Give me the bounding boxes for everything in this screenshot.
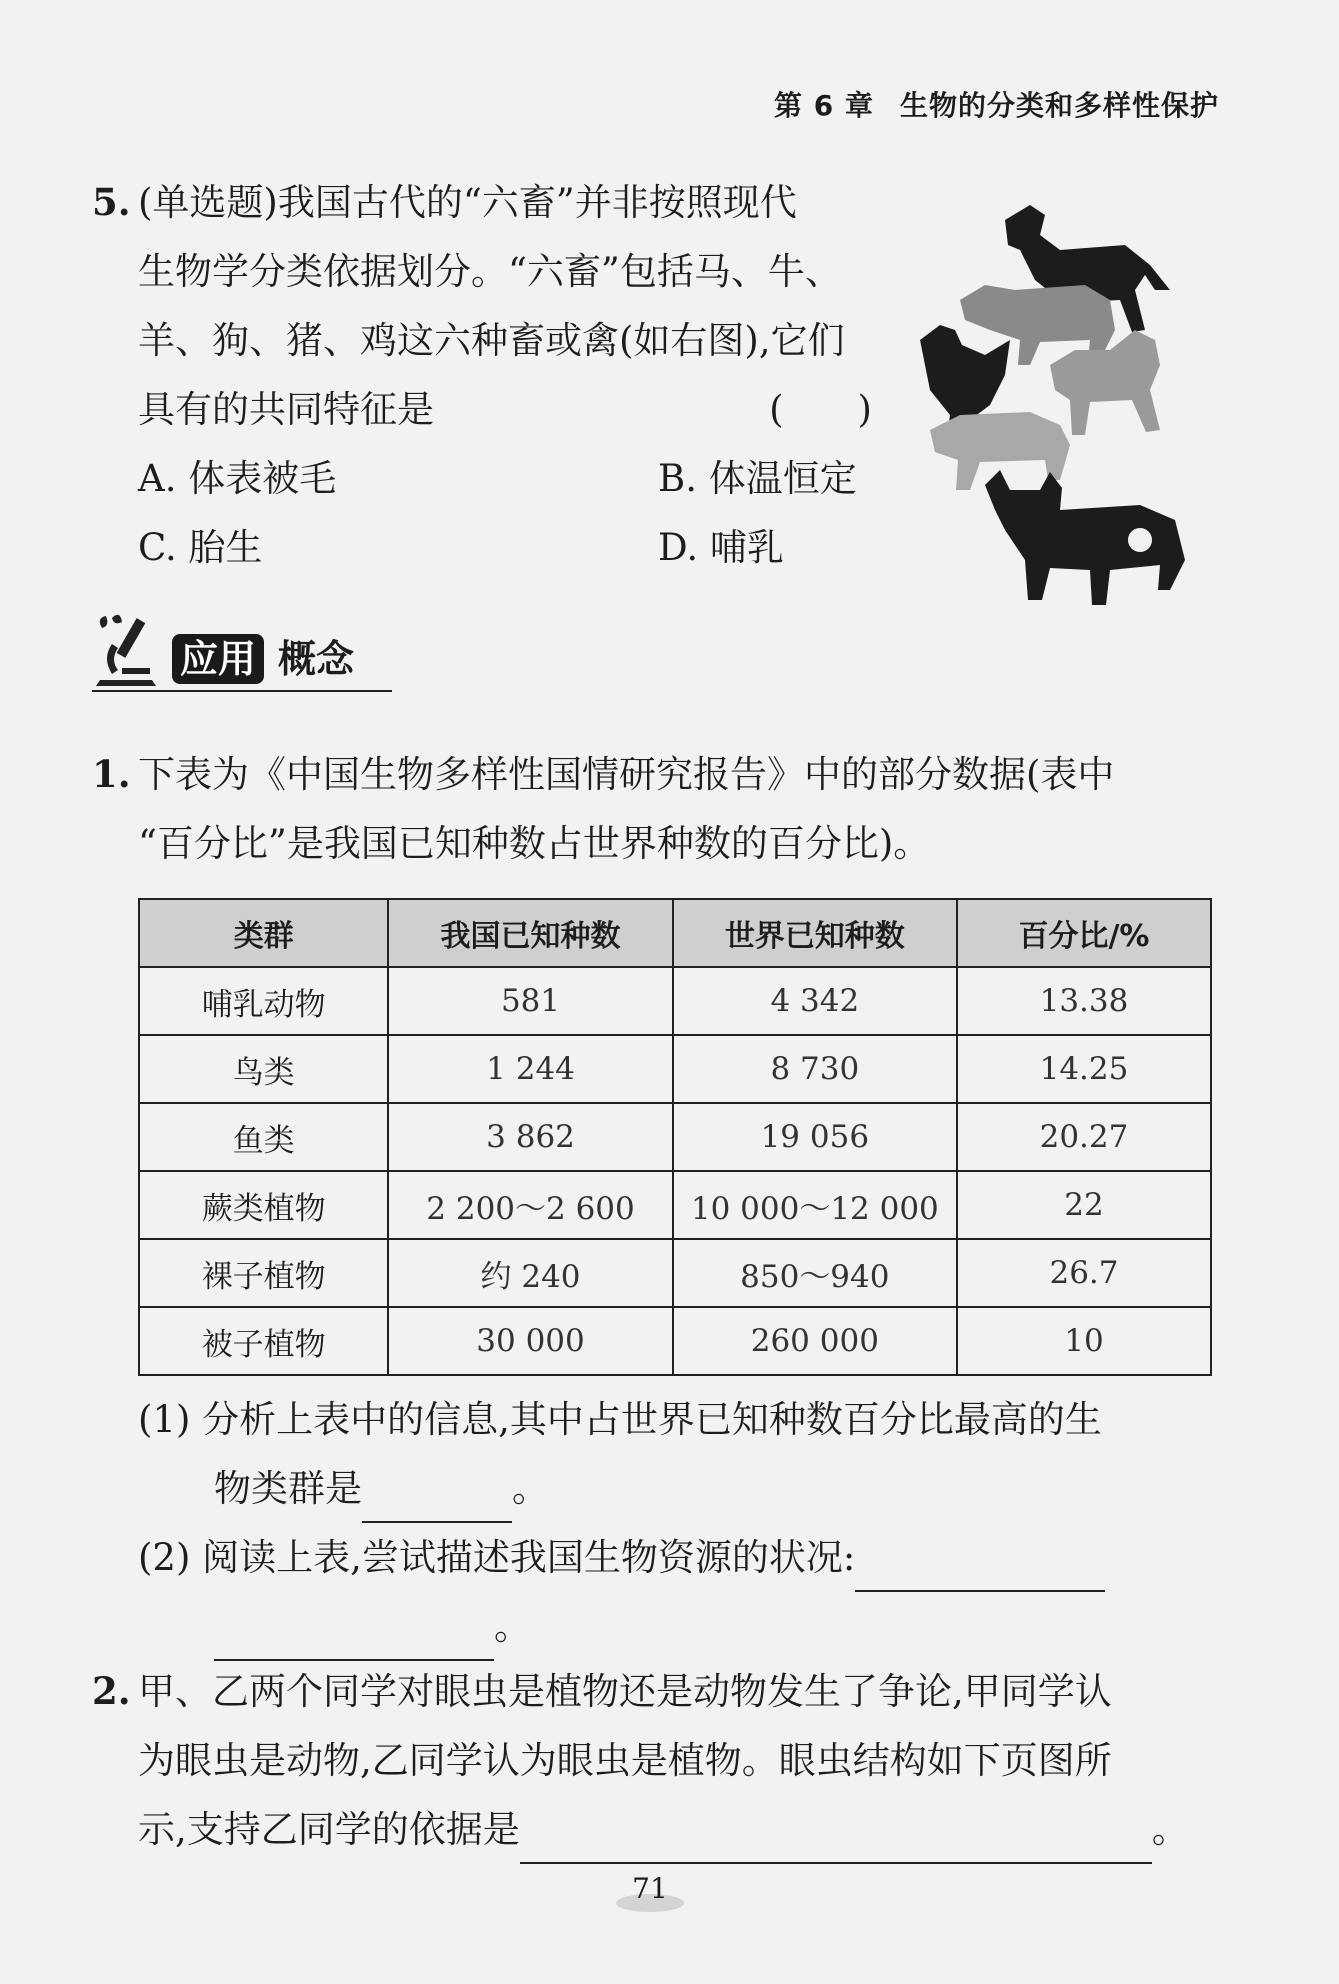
question-line: (单选题)我国古代的“六畜”并非按照现代 [138, 181, 797, 224]
table-cell: 蕨类植物 [139, 1171, 388, 1239]
question-number: 2. [92, 1669, 131, 1713]
table-cell: 260 000 [673, 1307, 957, 1375]
running-header [774, 84, 1219, 124]
punctuation: 。 [1151, 1808, 1189, 1851]
table-cell: 22 [957, 1171, 1211, 1239]
question-line [92, 1795, 1222, 1864]
table-cell: 裸子植物 [139, 1239, 388, 1307]
column-header: 世界已知种数 [673, 899, 957, 967]
table-cell: 10 [957, 1307, 1211, 1375]
option-b[interactable]: B. 体温恒定 [658, 457, 857, 500]
page-number-text: 71 [632, 1872, 668, 1905]
question-number: 1. [92, 752, 131, 796]
question-line: 生物学分类依据划分。“六畜”包括马、牛、 [138, 250, 842, 293]
question-2 [92, 1657, 1222, 1864]
table-cell: 581 [388, 967, 672, 1035]
column-header: 我国已知种数 [388, 899, 672, 967]
question-text: 示,支持乙同学的依据是 [138, 1808, 520, 1851]
table-cell: 1 244 [388, 1035, 672, 1103]
table-cell: 3 862 [388, 1103, 672, 1171]
table-cell: 哺乳动物 [139, 967, 388, 1035]
table-cell: 19 056 [673, 1103, 957, 1171]
answer-blank[interactable] [214, 1613, 494, 1661]
answer-blank[interactable] [520, 1816, 1152, 1864]
option-a[interactable]: A. 体表被毛 [138, 457, 337, 500]
question-1 [92, 740, 1222, 878]
options [92, 444, 872, 582]
answer-parentheses[interactable]: ( ) [769, 388, 872, 431]
punctuation: 。 [512, 1467, 549, 1510]
section-underline [92, 690, 392, 692]
table-row [139, 1307, 1211, 1375]
table-cell: 2 200～2 600 [388, 1171, 672, 1239]
table-cell: 鱼类 [139, 1103, 388, 1171]
table-row [139, 1239, 1211, 1307]
table-cell: 14.25 [957, 1035, 1211, 1103]
sub-questions [138, 1385, 1218, 1661]
question-line: 羊、狗、猪、鸡这六种畜或禽(如右图),它们 [138, 319, 845, 362]
table-cell: 10 000～12 000 [673, 1171, 957, 1239]
page-number [610, 1872, 690, 1905]
question-number: 5. [92, 180, 131, 224]
table-cell: 26.7 [957, 1239, 1211, 1307]
column-header: 百分比/% [957, 899, 1211, 967]
table-cell: 8 730 [673, 1035, 957, 1103]
section-badge: 应用 [172, 634, 264, 684]
question-line: 甲、乙两个同学对眼虫是植物还是动物发生了争论,甲同学认 [138, 1670, 1112, 1713]
table-cell: 30 000 [388, 1307, 672, 1375]
question-line: 具有的共同特征是 [138, 388, 434, 431]
answer-blank[interactable] [362, 1475, 512, 1523]
ox-icon [985, 470, 1185, 605]
column-header: 类群 [139, 899, 388, 967]
biodiversity-table [138, 898, 1212, 1376]
question-text: 物类群是 [214, 1467, 362, 1510]
table-cell: 约 240 [388, 1239, 672, 1307]
answer-blank[interactable] [855, 1544, 1105, 1592]
option-d[interactable]: D. 哺乳 [658, 526, 784, 569]
table-cell: 被子植物 [139, 1307, 388, 1375]
sub-question-2-line [138, 1523, 1218, 1592]
question-text: (2) 阅读上表,尝试描述我国生物资源的状况: [138, 1536, 856, 1579]
question-line-with-paren [92, 375, 872, 444]
table-cell: 鸟类 [139, 1035, 388, 1103]
table-header-row [139, 899, 1211, 967]
question-line: 下表为《中国生物多样性国情研究报告》中的部分数据(表中 [138, 753, 1115, 796]
table-row [139, 1035, 1211, 1103]
punctuation: 。 [494, 1605, 531, 1648]
question-line: “百分比”是我国已知种数占世界种数的百分比)。 [138, 822, 931, 865]
table-row [139, 1103, 1211, 1171]
question-5 [92, 168, 872, 582]
sub-question-1-line: (1) 分析上表中的信息,其中占世界已知种数百分比最高的生 [138, 1398, 1102, 1441]
section-heading [92, 608, 392, 698]
chapter-title: 生物的分类和多样性保护 [899, 89, 1219, 122]
table-cell: 850～940 [673, 1239, 957, 1307]
table-cell: 20.27 [957, 1103, 1211, 1171]
sub-question-1-continued [138, 1454, 1218, 1523]
table-row [139, 967, 1211, 1035]
six-animals-papercut-image [910, 190, 1210, 650]
option-c[interactable]: C. 胎生 [138, 526, 263, 569]
table-row [139, 1171, 1211, 1239]
table-cell: 4 342 [673, 967, 957, 1035]
sub-question-2-continued [138, 1592, 1218, 1661]
chapter-number: 第 6 章 [774, 89, 874, 122]
microscope-plant-icon [92, 608, 170, 688]
question-line: 为眼虫是动物,乙同学认为眼虫是植物。眼虫结构如下页图所 [138, 1739, 1112, 1782]
section-title-text: 概念 [278, 637, 355, 681]
table-cell: 13.38 [957, 967, 1211, 1035]
